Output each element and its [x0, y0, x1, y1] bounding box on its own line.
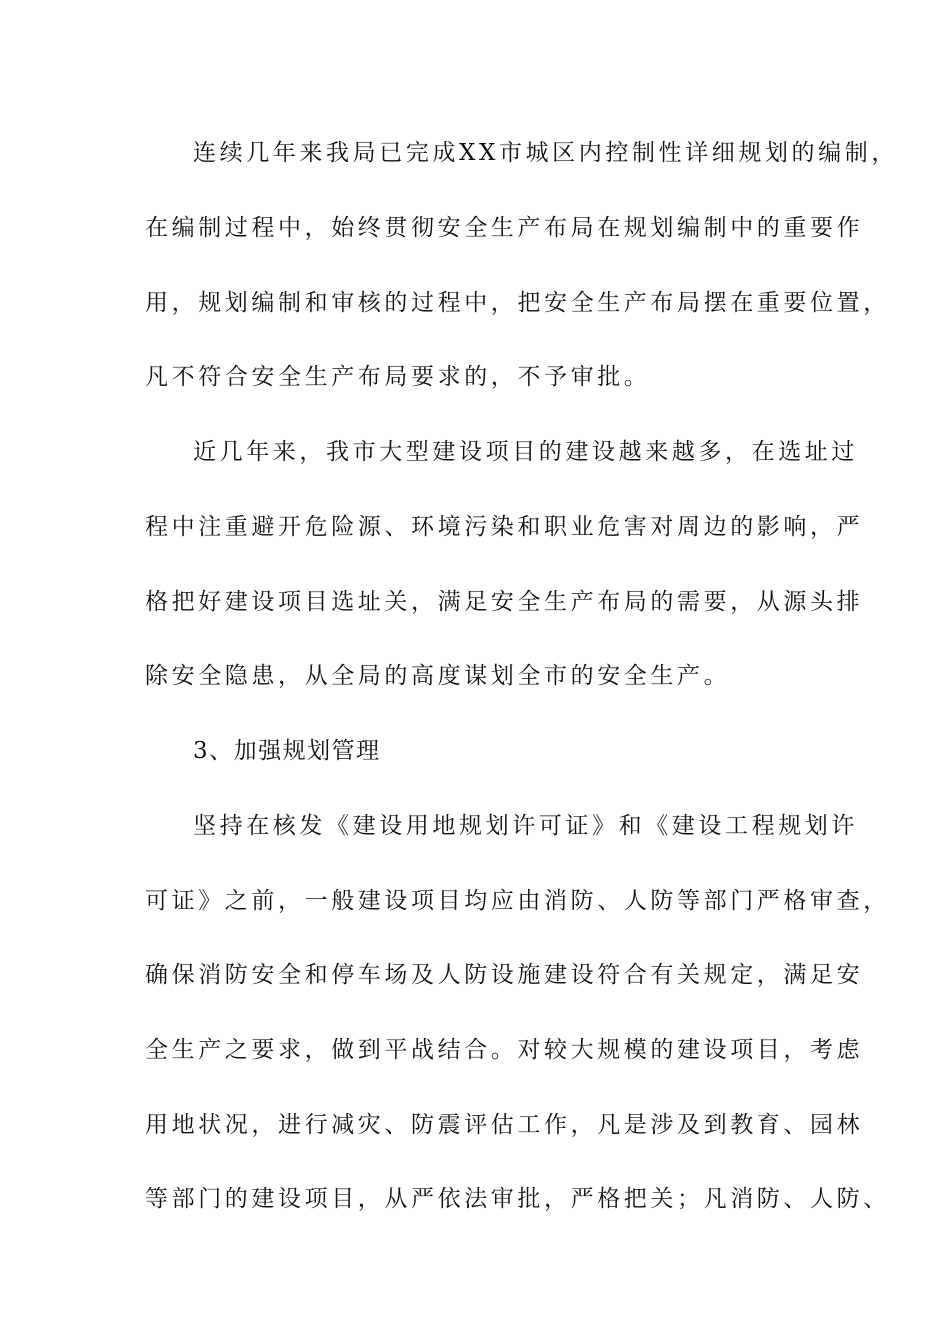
paragraph-3-line-5: 用地状况，进行减灾、防震评估工作，凡是涉及到教育、园林: [145, 1112, 864, 1138]
paragraph-2-line-2: 程中注重避开危险源、环境污染和职业危害对周边的影响，严: [145, 514, 864, 540]
section-heading: 3、加强规划管理: [193, 738, 381, 764]
paragraph-2-line-4: 除安全隐患，从全局的高度谋划全市的安全生产。: [145, 663, 731, 689]
paragraph-1-line-3: 用，规划编制和审核的过程中，把安全生产布局摆在重要位置，: [145, 290, 890, 316]
paragraph-3-line-4: 全生产之要求，做到平战结合。对较大规模的建设项目，考虑: [145, 1037, 864, 1063]
paragraph-2-line-3: 格把好建设项目选址关，满足安全生产布局的需要，从源头排: [145, 589, 864, 615]
paragraph-2-line-1: 近几年来，我市大型建设项目的建设越来越多，在选址过: [193, 439, 858, 465]
paragraph-1-line-1: 连续几年来我局已完成XX市城区内控制性详细规划的编制，: [193, 140, 898, 166]
paragraph-1-line-2: 在编制过程中，始终贯彻安全生产布局在规划编制中的重要作: [145, 215, 864, 241]
paragraph-3-line-2: 可证》之前，一般建设项目均应由消防、人防等部门严格审查，: [145, 888, 890, 914]
paragraph-1-line-4: 凡不符合安全生产布局要求的，不予审批。: [145, 364, 651, 390]
paragraph-3-line-1: 坚持在核发《建设用地规划许可证》和《建设工程规划许: [193, 813, 858, 839]
paragraph-3-line-6: 等部门的建设项目，从严依法审批，严格把关；凡消防、人防、: [145, 1186, 890, 1212]
paragraph-3-line-3: 确保消防安全和停车场及人防设施建设符合有关规定，满足安: [145, 962, 864, 988]
